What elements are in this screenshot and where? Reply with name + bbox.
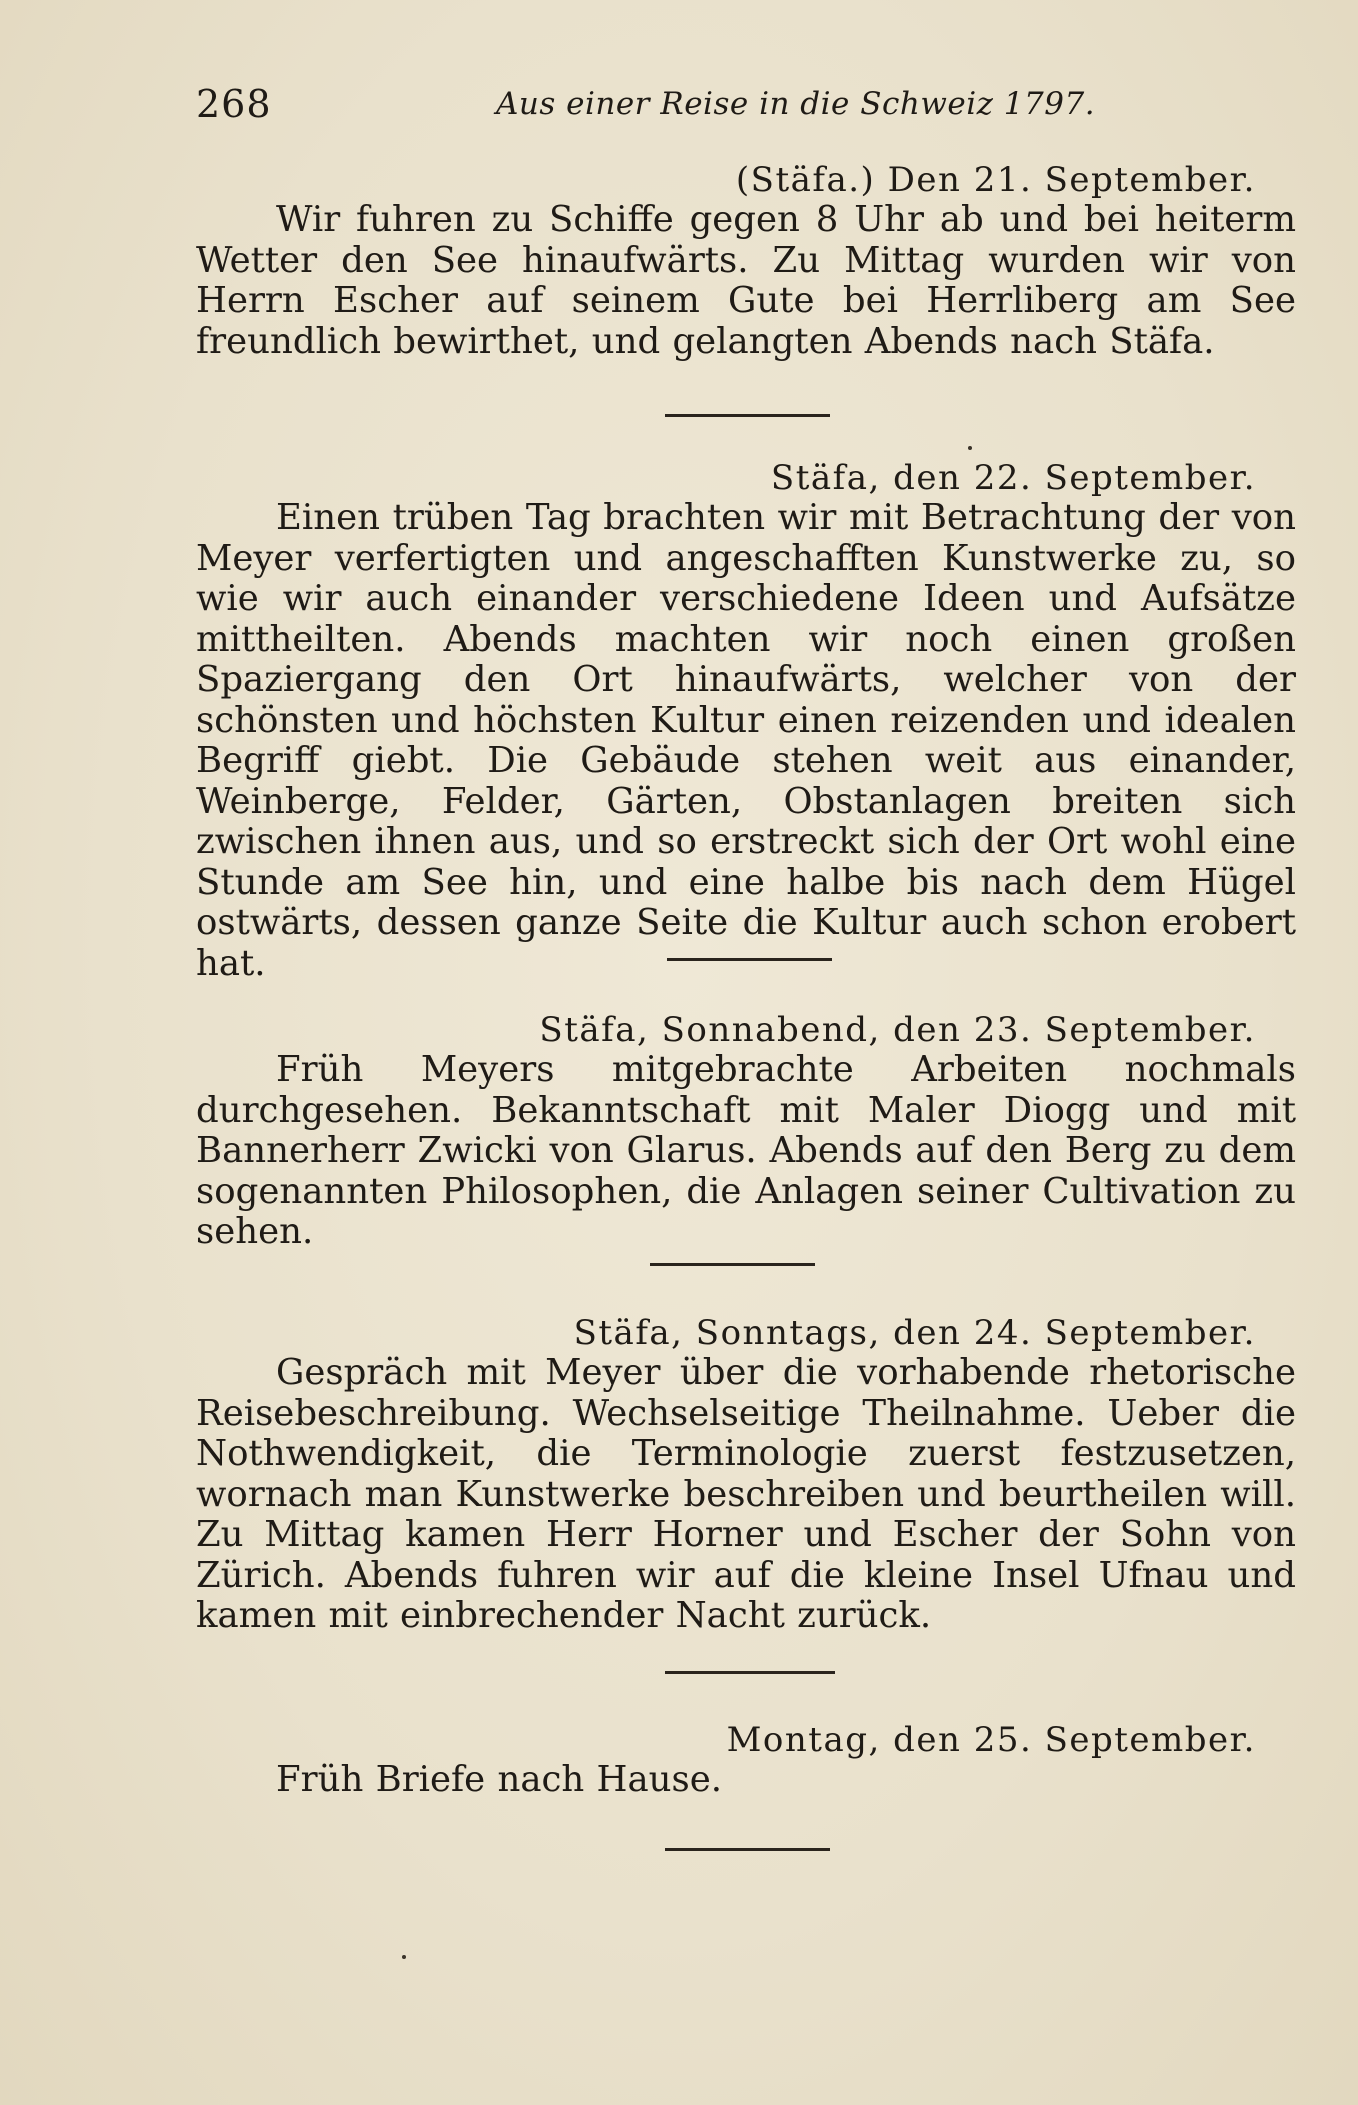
entry-dateline: Montag, den 25. September. — [726, 1720, 1256, 1760]
diary-entry-23-september — [196, 1010, 1296, 1253]
entry-dateline: Stäfa, den 22. September. — [770, 458, 1256, 498]
section-divider — [665, 1671, 835, 1674]
section-divider — [665, 414, 830, 417]
entry-text: Früh Meyers mitgebrachte Arbeiten nochmals durchgesehen. Bekanntschaft mit Maler Diogg und mit Bannerherr Zwicki von Glarus. Abends auf den Berg zu dem sogenannten Philosophen, die Anlagen seiner Cultivation zu sehen. — [196, 1049, 1296, 1252]
section-divider — [665, 1848, 830, 1851]
diary-entry-21-september — [196, 160, 1296, 362]
diary-entry-25-september — [196, 1720, 1296, 1801]
entry-text: Wir fuhren zu Schiffe gegen 8 Uhr ab und bei heiterm Wetter den See hinaufwärts. Zu Mittag wurden wir von Herrn Escher auf seinem Gute bei Herrliberg am See freundlich bewirthet, und gelangten Abends nach Stäfa. — [196, 199, 1296, 362]
running-title: Aus einer Reise in die Schweiz 1797. — [496, 86, 1096, 122]
entry-dateline: (Stäfa.) Den 21. September. — [735, 160, 1256, 200]
print-speck — [968, 446, 972, 450]
diary-entry-22-september — [196, 458, 1296, 984]
section-divider — [650, 1263, 815, 1266]
page-header — [196, 82, 1296, 132]
entry-dateline: Stäfa, Sonntags, den 24. September. — [573, 1313, 1256, 1353]
page-number: 268 — [196, 82, 272, 126]
entry-text: Gespräch mit Meyer über die vorhabende rhetorische Reisebeschreibung. Wechselseitige Theilnahme. Ueber die Nothwendigkeit, die Terminologie zuerst festzusetzen, wornach man Kunstwerke beschreiben und beurtheilen will. Zu Mittag kamen Herr Horner und Escher der Sohn von Zürich. Abends fuhren wir auf die kleine Insel Ufnau und kamen mit einbrechender Nacht zurück. — [196, 1352, 1296, 1636]
entry-dateline: Stäfa, Sonnabend, den 23. September. — [539, 1010, 1256, 1050]
entry-text: Einen trüben Tag brachten wir mit Betrachtung der von Meyer verfertigten und angeschafften Kunstwerke zu, so wie wir auch einander verschiedene Ideen und Aufsätze mittheilten. Abends machten wir noch einen großen Spaziergang den Ort hinaufwärts, welcher von der schönsten und höchsten Kultur einen reizenden und idealen Begriff giebt. Die Gebäude stehen weit aus einander, Weinberge, Felder, Gärten, Obstanlagen breiten sich zwischen ihnen aus, und so erstreckt sich der Ort wohl eine Stunde am See hin, und eine halbe bis nach dem Hügel ostwärts, dessen ganze Seite die Kultur auch schon erobert hat. — [196, 497, 1296, 984]
entry-text: Früh Briefe nach Hause. — [276, 1759, 723, 1800]
section-divider — [667, 958, 832, 961]
diary-entry-24-september — [196, 1313, 1296, 1637]
print-speck — [402, 1955, 406, 1959]
